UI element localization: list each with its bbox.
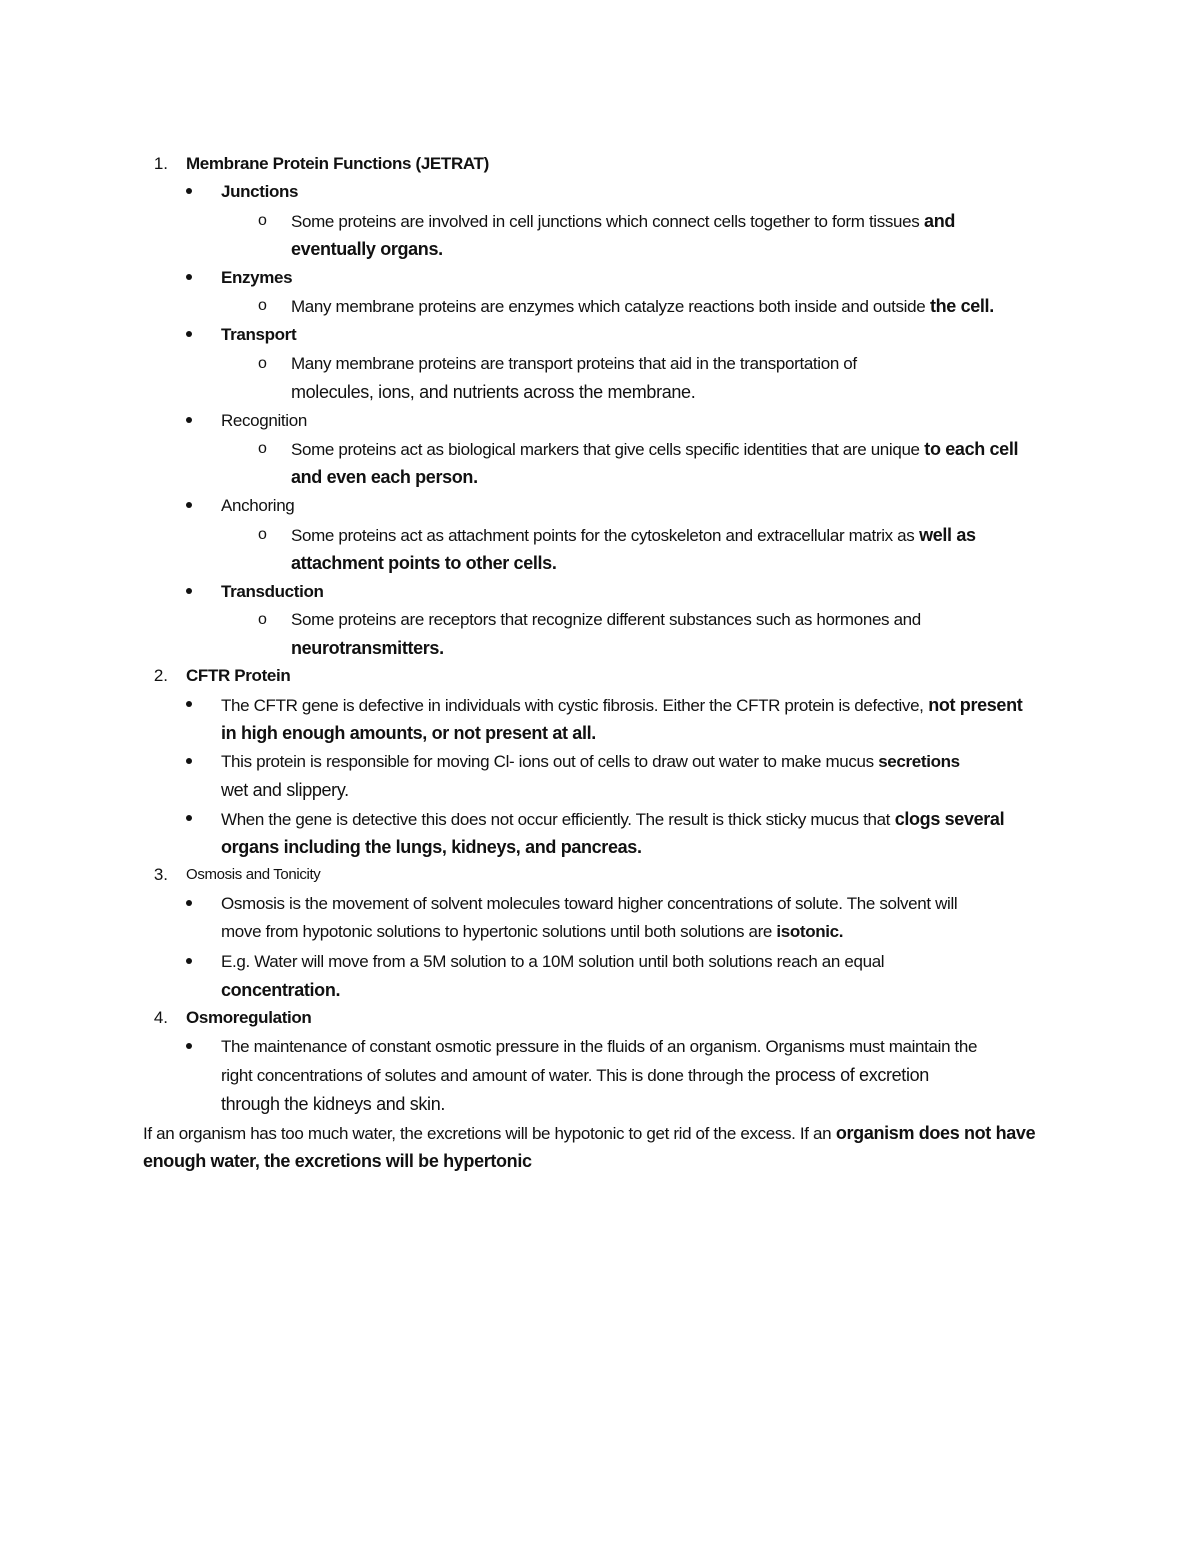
- paragraph-line: Many membrane proteins are transport proteins that aid in the transportation of: [291, 354, 857, 373]
- paragraph-line: E.g. Water will move from a 5M solution to a 10M solution until both solutions reach an equal: [221, 952, 885, 971]
- bullet-icon: [186, 502, 192, 508]
- paragraph-line: eventually organs.: [291, 239, 443, 259]
- paragraph-line: attachment points to other cells.: [291, 553, 557, 573]
- bullet-icon: [186, 274, 192, 280]
- section-number: 3.: [153, 865, 168, 884]
- section-title: Membrane Protein Functions (JETRAT): [186, 154, 489, 173]
- paragraph-line: Many membrane proteins are enzymes which catalyze reactions both inside and outside the cell.: [291, 296, 994, 316]
- paragraph-line: neurotransmitters.: [291, 638, 444, 658]
- paragraph-line: move from hypotonic solutions to hypertonic solutions until both solutions are isotonic.: [221, 922, 844, 941]
- paragraph-line: organs including the lungs, kidneys, and pancreas.: [221, 837, 642, 857]
- bullet-icon: [186, 188, 192, 194]
- sub-bullet-icon: o: [258, 440, 267, 457]
- closing-paragraph-line: If an organism has too much water, the excretions will be hypotonic to get rid of the excess. If an organism does not have: [143, 1123, 1036, 1143]
- item-label: Junctions: [221, 182, 299, 201]
- section-title: Osmoregulation: [186, 1008, 312, 1027]
- section-number: 1.: [153, 154, 168, 173]
- bullet-icon: [186, 900, 192, 906]
- section-number: 2.: [153, 666, 168, 685]
- paragraph-line: The maintenance of constant osmotic pressure in the fluids of an organism. Organisms must maintain the: [221, 1037, 978, 1056]
- section-number: 4.: [153, 1008, 168, 1027]
- section-title: CFTR Protein: [186, 666, 291, 685]
- paragraph-line: Some proteins act as attachment points for the cytoskeleton and extracellular matrix as well as: [291, 525, 976, 545]
- bullet-icon: [186, 331, 192, 337]
- sub-bullet-icon: o: [258, 355, 267, 372]
- paragraph-line: through the kidneys and skin.: [221, 1094, 445, 1114]
- bullet-icon: [186, 588, 192, 594]
- paragraph-line: This protein is responsible for moving Cl- ions out of cells to draw out water to make mucus secretions: [221, 752, 960, 771]
- paragraph-line: Some proteins are receptors that recognize different substances such as hormones and: [291, 610, 921, 629]
- paragraph-line: Some proteins act as biological markers that give cells specific identities that are unique to each cell: [291, 439, 1019, 459]
- item-label: Recognition: [221, 411, 307, 430]
- bullet-icon: [186, 958, 192, 964]
- bullet-icon: [186, 758, 192, 764]
- paragraph-line: and even each person.: [291, 467, 478, 487]
- paragraph-line: Some proteins are involved in cell junctions which connect cells together to form tissues and: [291, 211, 956, 231]
- paragraph-line: The CFTR gene is defective in individuals with cystic fibrosis. Either the CFTR protein is defective, not present: [221, 695, 1023, 715]
- item-label: Enzymes: [221, 268, 293, 287]
- item-label: Anchoring: [221, 496, 295, 515]
- paragraph-line: concentration.: [221, 980, 341, 1000]
- paragraph-line: When the gene is detective this does not occur efficiently. The result is thick sticky mucus that clogs several: [221, 809, 1005, 829]
- sub-bullet-icon: o: [258, 611, 267, 628]
- paragraph-line: right concentrations of solutes and amount of water. This is done through the process of excretion: [221, 1065, 929, 1085]
- bullet-icon: [186, 417, 192, 423]
- item-label: Transduction: [221, 582, 324, 601]
- paragraph-line: wet and slippery.: [221, 780, 349, 800]
- bullet-icon: [186, 1043, 192, 1049]
- bullet-icon: [186, 815, 192, 821]
- item-label: Transport: [221, 325, 297, 344]
- sub-bullet-icon: o: [258, 297, 267, 314]
- section-title: Osmosis and Tonicity: [186, 866, 321, 883]
- paragraph-line: Osmosis is the movement of solvent molecules toward higher concentrations of solute. The solvent will: [221, 894, 958, 913]
- paragraph-line: molecules, ions, and nutrients across the membrane.: [291, 382, 696, 402]
- sub-bullet-icon: o: [258, 526, 267, 543]
- sub-bullet-icon: o: [258, 212, 267, 229]
- paragraph-line: in high enough amounts, or not present at all.: [221, 723, 596, 743]
- closing-paragraph-line: enough water, the excretions will be hypertonic: [143, 1151, 532, 1171]
- bullet-icon: [186, 701, 192, 707]
